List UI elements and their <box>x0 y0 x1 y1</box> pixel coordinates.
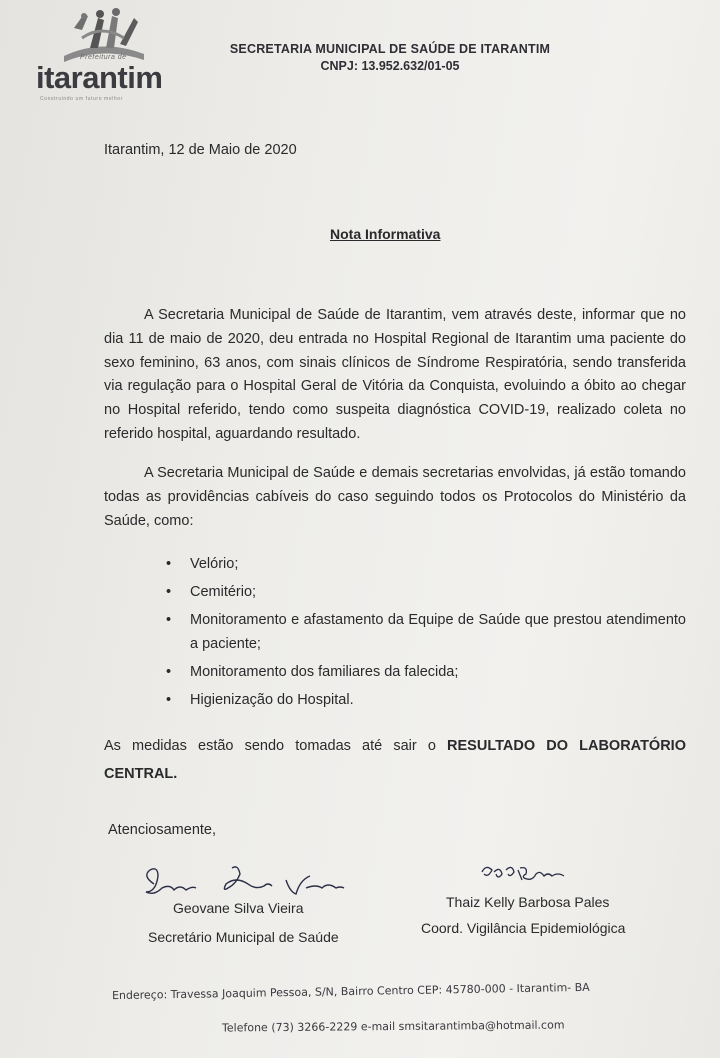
signer-right-role: Coord. Vigilância Epidemiológica <box>421 920 626 936</box>
measures-list <box>160 552 686 716</box>
list-item <box>160 552 686 576</box>
list-item-text: Cemitério; <box>190 584 257 600</box>
bullet-icon: • <box>166 664 172 680</box>
paragraph-2-text: A Secretaria Municipal de Saúde e demais secretarias envolvidas, já estão tomando todas as providências cabíveis do caso seguindo todos os Protocolos do Ministério da Saúde, como: <box>104 465 686 529</box>
bullet-icon: • <box>166 692 172 708</box>
list-item-text: Higienização do Hospital. <box>190 692 354 708</box>
paragraph-1-text: A Secretaria Municipal de Saúde de Itarantim, vem através deste, informar que no dia 11 de maio de 2020, deu entrada no Hospital Regional de Itarantim uma paciente do sexo feminino, 63 anos, com sinais clínicos de Síndrome Respiratória, sendo transferida via regulação para o Hospital Geral de Vitória da Conquista, evoluindo a óbito ao chegar no Hospital referido, tendo como suspeita diagnóstica COVID-19, realizado coleta no referido hospital, aguardando resultado. <box>104 307 686 442</box>
closing: Atenciosamente, <box>108 822 217 838</box>
list-item <box>160 608 686 656</box>
logo-slogan: Construindo um futuro melhor <box>40 96 123 102</box>
paragraph-3-text: As medidas estão sendo tomadas até sair o <box>104 738 448 754</box>
paragraph-3-bold: RESULTADO DO LABORATÓRIO CENTRAL. <box>104 738 686 782</box>
list-item-text: Monitoramento e afastamento da Equipe de Saúde que prestou atendimento a paciente; <box>190 612 686 652</box>
paragraph-1 <box>104 304 686 447</box>
document-title: Nota Informativa <box>330 226 441 242</box>
bullet-icon: • <box>166 584 172 600</box>
footer-contact: Telefone (73) 3266-2229 e-mail smsitarantimba@hotmail.com <box>221 1018 565 1035</box>
bullet-icon: • <box>166 556 172 572</box>
document-date: Itarantim, 12 de Maio de 2020 <box>104 142 297 158</box>
organization-name: SECRETARIA MUNICIPAL DE SAÚDE DE ITARANTIM <box>229 42 551 56</box>
cnpj: CNPJ: 13.952.632/01-05 <box>320 59 460 73</box>
paragraph-3 <box>104 732 686 788</box>
footer-address: Endereço: Travessa Joaquim Pessoa, S/N, Bairro Centro CEP: 45780-000 - Itarantim- BA <box>111 980 590 1003</box>
list-item-text: Velório; <box>190 556 239 572</box>
list-item <box>160 660 686 684</box>
signer-right-name: Thaiz Kelly Barbosa Pales <box>446 894 610 910</box>
signer-left-name: Geovane Silva Vieira <box>173 900 304 916</box>
list-item <box>160 580 686 604</box>
logo-name: itarantim <box>36 60 163 95</box>
paragraph-2 <box>104 462 686 533</box>
list-item <box>160 688 686 712</box>
list-item-text: Monitoramento dos familiares da falecida; <box>190 664 459 680</box>
signature-right-scribble <box>478 862 568 890</box>
logo-top-text: Prefeitura de <box>80 54 127 61</box>
prefeitura-logo <box>36 8 166 100</box>
signature-left-scribble <box>140 862 370 902</box>
bullet-icon: • <box>166 612 172 628</box>
signer-left-role: Secretário Municipal de Saúde <box>148 929 339 945</box>
